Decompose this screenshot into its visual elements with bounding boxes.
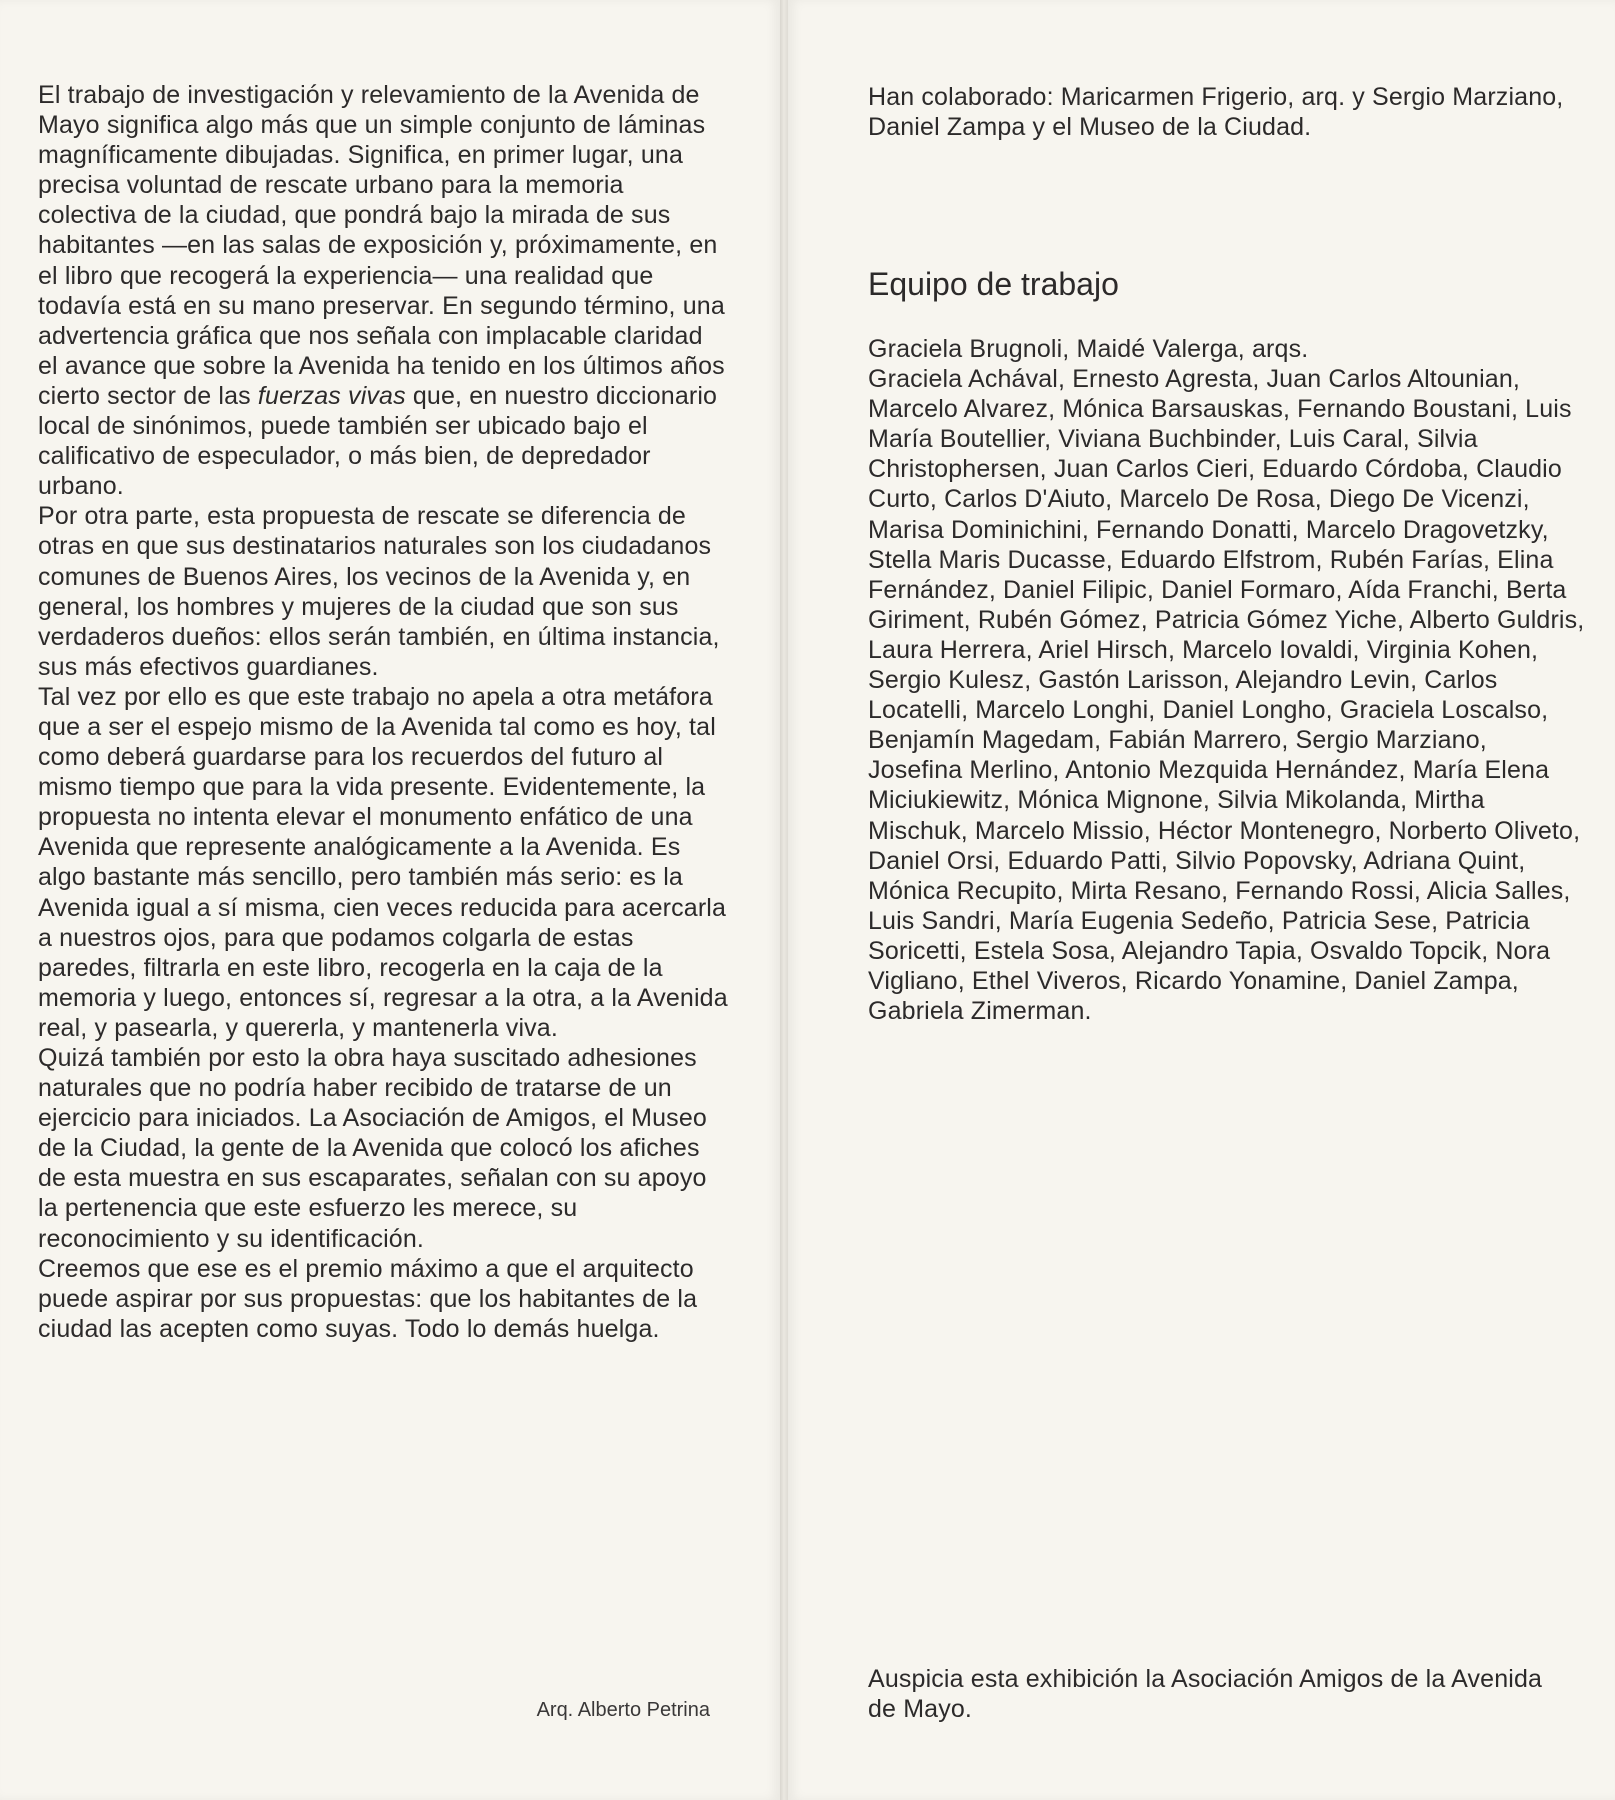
essay-paragraph — [38, 682, 728, 1043]
essay-paragraph — [38, 1254, 728, 1344]
page-gutter — [780, 0, 788, 1800]
left-page — [0, 0, 780, 1800]
team-list — [868, 334, 1588, 1026]
team-members: Graciela Achával, Ernesto Agresta, Juan Carlos Altounian, Marcelo Alvarez, Mónica Barsauskas, Fernando Boustani, Luis María Boutellier, Viviana Buchbinder, Luis Caral, Silvia Christophersen, Juan Carlos Cieri, Eduardo Córdoba, Claudio Curto, Carlos D'Aiuto, Marcelo De Rosa, Diego De Vicenzi, Marisa Dominichini, Fernando Donatti, Marcelo Dragovetzky, Stella Maris Ducasse, Eduardo Elfstrom, Rubén Farías, Elina Fernández, Daniel Filipic, Daniel Formaro, Aída Franchi, Berta Giriment, Rubén Gómez, Patricia Gómez Yiche, Alberto Guldris, Laura Herrera, Ariel Hirsch, Marcelo Iovaldi, Virginia Kohen, Sergio Kulesz, Gastón Larisson, Alejandro Levin, Carlos Locatelli, Marcelo Longhi, Daniel Longho, Graciela Loscalso, Benjamín Magedam, Fabián Marrero, Sergio Marziano, Josefina Merlino, Antonio Mezquida Hernández, María Elena Miciukiewitz, Mónica Mignone, Silvia Mikolanda, Mirtha Mischuk, Marcelo Missio, Héctor Montenegro, Norberto Oliveto, Daniel Orsi, Eduardo Patti, Silvio Popovsky, Adriana Quint, Mónica Recupito, Mirta Resano, Fernando Rossi, Alicia Salles, Luis Sandri, María Eugenia Sedeño, Patricia Sese, Patricia Soricetti, Estela Sosa, Alejandro Tapia, Osvaldo Topcik, Nora Vigliano, Ethel Viveros, Ricardo Yonamine, Daniel Zampa, Gabriela Zimerman. — [868, 365, 1585, 1026]
essay-paragraph — [38, 1043, 728, 1254]
essay-run: El trabajo de investigación y relevamiento de la Avenida de Mayo significa algo más que un simple conjunto de láminas magníficamente dibujadas. Significa, en primer lugar, una precisa voluntad de rescate urbano para la memoria colectiva de la ciudad, que pondrá bajo la mirada de sus habitantes —en las salas de exposición y, próximamente, en el libro que recogerá la experiencia— una realidad que todavía está en su mano preservar. En segundo término, una advertencia gráfica que nos señala con implacable claridad el avance que sobre la Avenida ha tenido en los últimos años cierto sector de las — [38, 81, 725, 410]
sponsor-text: Auspicia esta exhibición la Asociación Amigos de la Avenida de Mayo. — [868, 1665, 1543, 1724]
essay-text — [38, 80, 728, 1344]
essay-run: Creemos que ese es el premio máximo a que el arquitecto puede aspirar por sus propuestas: que los habitantes de la ciudad las acepten como suyas. Todo lo demás huelga. — [38, 1254, 698, 1343]
team-heading: Equipo de trabajo — [868, 266, 1119, 302]
essay-paragraph — [38, 501, 728, 682]
essay-run: que, en nuestro diccionario local de sinónimos, puede también ser ubicado bajo el calificativo de especulador, o más bien, de depredador urbano. — [38, 381, 718, 501]
essay-italic-run: fuerzas vivas — [257, 381, 406, 410]
essay-run: Tal vez por ello es que este trabajo no apela a otra metáfora que a ser el espejo mismo de la Avenida tal como es hoy, tal como deberá guardarse para los recuerdos del futuro al mismo tiempo que para la vida presente. Evidentemente, la propuesta no intenta elevar el monumento enfático de una Avenida que represente analógicamente a la Avenida. Es algo bastante más sencillo, pero también más serio: es la Avenida igual a sí misma, cien veces reducida para acercarla a nuestros ojos, para que podamos colgarla de estas paredes, filtrarla en este libro, recogerla en la caja de la memoria y luego, entonces sí, regresar a la otra, a la Avenida real, y pasearla, y quererla, y mantenerla viva. — [38, 682, 728, 1042]
essay-run: Quizá también por esto la obra haya suscitado adhesiones naturales que no podría haber recibido de tratarse de un ejercicio para iniciados. La Asociación de Amigos, el Museo de la Ciudad, la gente de la Avenida que colocó los afiches de esta muestra en sus escaparates, señalan con su apoyo la pertenencia que este esfuerzo les merece, su reconocimiento y su identificación. — [38, 1044, 707, 1253]
essay-run: Por otra parte, esta propuesta de rescate se diferencia de otras en que sus destinatarios naturales son los ciudadanos comunes de Buenos Aires, los vecinos de la Avenida y, en general, los hombres y mujeres de la ciudad que son sus verdaderos dueños: ellos serán también, en última instancia, sus más efectivos guardianes. — [38, 502, 720, 681]
author-signature: Arq. Alberto Petrina — [536, 1699, 710, 1721]
right-page — [788, 0, 1615, 1800]
team-lead: Graciela Brugnoli, Maidé Valerga, arqs. — [868, 335, 1309, 363]
essay-paragraph — [38, 80, 728, 501]
collaborators-text: Han colaborado: Maricarmen Frigerio, arq. y Sergio Marziano, Daniel Zampa y el Museo de la Ciudad. — [868, 83, 1564, 142]
